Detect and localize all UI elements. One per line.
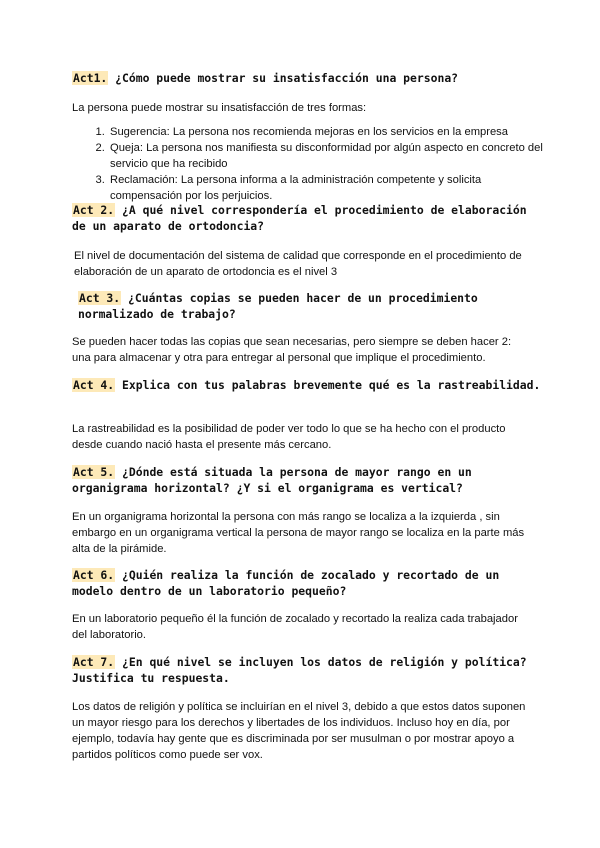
question-text: ¿Cómo puede mostrar su insatisfacción una persona? [108, 71, 459, 85]
question-3 [78, 290, 548, 322]
act-label: Act 7. [73, 655, 115, 669]
answer-3: Se pueden hacer todas las copias que sean necesarias, pero siempre se deben hacer 2: una para almacenar y otra para entregar al personal que implique el procedimiento. [72, 336, 512, 364]
question-6 [72, 567, 542, 599]
question-text: Explica con tus palabras brevemente qué es la rastreabilidad. [115, 378, 541, 392]
question-text: ¿Cuántas copias se pueden hacer de un procedimiento normalizado de trabajo? [78, 291, 485, 321]
answer-2: El nivel de documentación del sistema de calidad que corresponde en el procedimiento de elaboración de un aparato de ortodoncia es el nivel 3 [74, 250, 522, 278]
question-1 [72, 70, 542, 86]
answer-7: Los datos de religión y política se incluirían en el nivel 3, debido a que estos datos suponen un mayor riesgo para los derechos y libertades de los individuos. Incluso hoy en día, por ejemplo, todavía hay gente que es discriminada por ser musulman o por mostrar apoyo a partidos políticos como puede ser vox. [72, 701, 526, 761]
answer-1-intro: La persona puede mostrar su insatisfacción de tres formas: [72, 102, 367, 114]
question-text: ¿Quién realiza la función de zocalado y recortado de un modelo dentro de un laboratorio pequeño? [72, 568, 507, 598]
act-label: Act 5. [73, 465, 115, 479]
question-text: ¿En qué nivel se incluyen los datos de religión y política? Justifica tu respuesta. [72, 655, 534, 685]
answer-4: La rastreabilidad es la posibilidad de poder ver todo lo que se ha hecho con el producto desde cuando nació hasta el presente más cercano. [72, 423, 506, 451]
question-7 [72, 654, 542, 686]
act-label: Act 2. [73, 203, 115, 217]
list-item: 1. Sugerencia: La persona nos recomienda mejoras en los servicios en la empresa [108, 124, 548, 140]
answer-6: En un laboratorio pequeño él la función de zocalado y recortado la realiza cada trabajador del laboratorio. [72, 613, 518, 641]
act-label: Act1. [73, 71, 108, 85]
question-4 [72, 377, 542, 393]
act-label: Act 3. [79, 291, 121, 305]
question-text: ¿Dónde está situada la persona de mayor rango en un organigrama horizontal? ¿Y si el organigrama es vertical? [72, 465, 479, 495]
question-5 [72, 464, 542, 496]
answer-1-list [72, 124, 548, 204]
act-label: Act 4. [73, 378, 115, 392]
list-item: 3. Reclamación: La persona informa a la administración competente y solicita compensación por los perjuicios. [108, 172, 548, 204]
list-item: 2. Queja: La persona nos manifiesta su disconformidad por algún aspecto en concreto del servicio que ha recibido [108, 140, 548, 172]
answer-5: En un organigrama horizontal la persona con más rango se localiza a la izquierda , sin embargo en un organigrama vertical la persona de mayor rango se localiza en la parte más alta de la pirámide. [72, 511, 525, 555]
act-label: Act 6. [73, 568, 115, 582]
question-text: ¿A qué nivel correspondería el procedimiento de elaboración de un aparato de ortodoncia? [72, 203, 534, 233]
question-2 [72, 202, 542, 234]
